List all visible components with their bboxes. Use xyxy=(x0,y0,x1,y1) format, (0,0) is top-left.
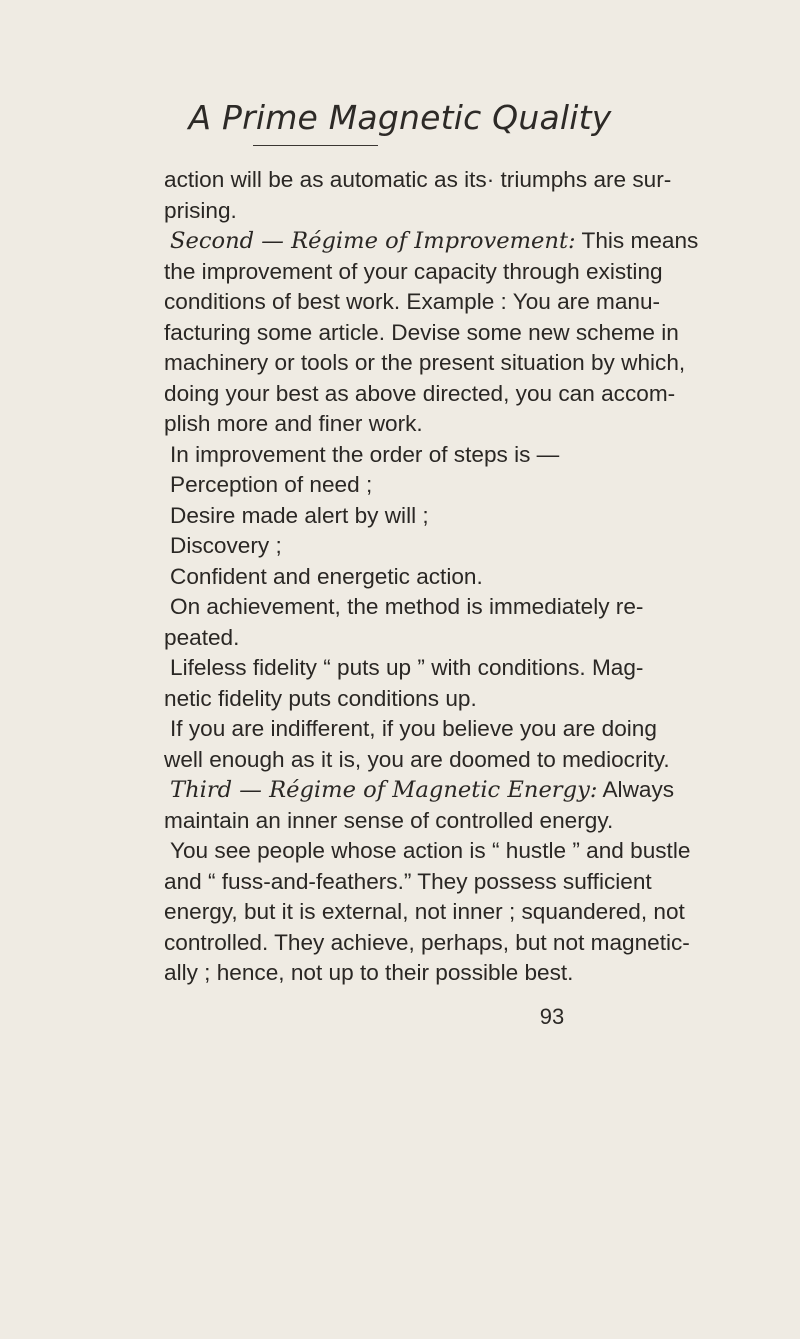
list-item: Desire made alert by will ; xyxy=(170,503,429,528)
text-line: On achievement, the method is immediately re- xyxy=(170,594,644,619)
text-line: Lifeless fidelity “ puts up ” with conditions. Mag- xyxy=(170,655,644,680)
running-head: A Prime Magnetic Quality xyxy=(188,98,612,137)
text-line: In improvement the order of steps is — xyxy=(170,442,560,467)
text-line: If you are indifferent, if you believe you are doing xyxy=(170,716,657,741)
text-line: well enough as it is, you are doomed to mediocrity. xyxy=(164,747,670,772)
text-line: netic fidelity puts conditions up. xyxy=(164,686,477,711)
text-line: ally ; hence, not up to their possible best. xyxy=(164,960,574,985)
text-line: doing your best as above directed, you can accom- xyxy=(164,381,676,406)
text-line: action will be as automatic as its· triumphs are sur- xyxy=(164,167,672,192)
text-line xyxy=(170,226,699,256)
list-item: Confident and energetic action. xyxy=(170,564,483,589)
text-line: machinery or tools or the present situation by which, xyxy=(164,350,686,375)
page-number: 93 xyxy=(539,1004,565,1029)
text-line xyxy=(170,775,675,805)
text-line: energy, but it is external, not inner ; squandered, not xyxy=(164,899,685,924)
list-item: Discovery ; xyxy=(170,533,282,558)
section-heading-second: Second — Régime of Improvement: xyxy=(170,228,576,254)
text-line: You see people whose action is “ hustle ” and bustle xyxy=(170,838,691,863)
text-line: prising. xyxy=(164,198,237,223)
text-line: controlled. They achieve, perhaps, but not magnetic- xyxy=(164,930,690,955)
text-line: peated. xyxy=(164,625,240,650)
text-line: the improvement of your capacity through existing xyxy=(164,259,663,284)
text-line: facturing some article. Devise some new scheme in xyxy=(164,320,679,345)
text-line: maintain an inner sense of controlled energy. xyxy=(164,808,614,833)
section-heading-third: Third — Régime of Magnetic Energy: xyxy=(170,777,598,803)
text-line: and “ fuss-and-feathers.” They possess sufficient xyxy=(164,869,652,894)
text-run: Always xyxy=(597,777,675,802)
text-run: This means xyxy=(575,228,699,253)
list-item: Perception of need ; xyxy=(170,472,373,497)
text-line: plish more and finer work. xyxy=(164,411,423,436)
text-line: conditions of best work. Example : You are manu- xyxy=(164,289,661,314)
